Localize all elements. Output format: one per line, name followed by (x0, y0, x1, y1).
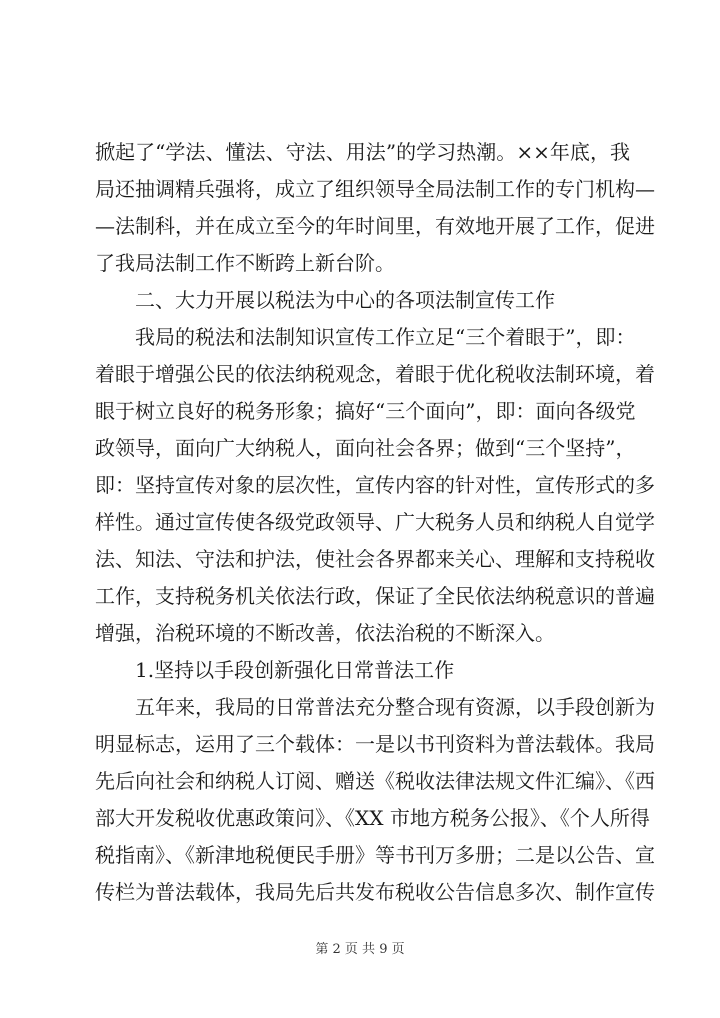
paragraph-line: 法、知法、守法和护法，使社会各界都来关心、理解和支持税收 (95, 547, 655, 571)
paragraph-line: 即：坚持宣传对象的层次性，宣传内容的针对性，宣传形式的多 (95, 473, 655, 497)
paragraph-line: 政领导，面向广大纳税人，面向社会各界；做到“三个坚持”， (95, 436, 636, 460)
paragraph-line: 我局的税法和法制知识宣传工作立足“三个着眼于”，即： (135, 325, 636, 349)
paragraph-line: 明显标志，运用了三个载体：一是以书刊资料为普法载体。我局 (95, 732, 655, 756)
paragraph-line: 样性。通过宣传使各级党政领导、广大税务人员和纳税人自觉学 (95, 510, 655, 534)
page-number-footer: 第 2 页 共 9 页 (315, 942, 405, 957)
paragraph-line: 税指南》、《新津地税便民手册》等书刊万多册；二是以公告、宣 (95, 843, 655, 867)
paragraph-line: 工作，支持税务机关依法行政，保证了全民依法纳税意识的普遍 (95, 584, 655, 608)
paragraph-line: 部大开发税收优惠政策问》、《XX 市地方税务公报》、《个人所得 (95, 806, 650, 830)
subsection-heading: 1.坚持以手段创新强化日常普法工作 (135, 658, 455, 682)
paragraph-line: 了我局法制工作不断跨上新台阶。 (95, 251, 395, 275)
paragraph-line: 眼于树立良好的税务形象；搞好“三个面向”，即：面向各级党 (95, 399, 636, 423)
paragraph-line: 着眼于增强公民的依法纳税观念，着眼于优化税收法制环境，着 (95, 362, 655, 386)
paragraph-line: 先后向社会和纳税人订阅、赠送《税收法律法规文件汇编》、《西 (95, 769, 655, 793)
paragraph-line: —法制科，并在成立至今的年时间里，有效地开展了工作，促进 (95, 214, 655, 238)
paragraph-line: 掀起了“学法、懂法、守法、用法”的学习热潮。××年底，我 (95, 140, 630, 164)
paragraph-line: 传栏为普法载体，我局先后共发布税收公告信息多次、制作宣传 (95, 880, 655, 904)
paragraph-line: 局还抽调精兵强将，成立了组织领导全局法制工作的专门机构— (95, 177, 655, 201)
section-heading: 二、大力开展以税法为中心的各项法制宣传工作 (135, 288, 555, 312)
paragraph-line: 增强，治税环境的不断改善，依法治税的不断深入。 (95, 621, 555, 645)
paragraph-line: 五年来，我局的日常普法充分整合现有资源，以手段创新为 (135, 695, 655, 719)
